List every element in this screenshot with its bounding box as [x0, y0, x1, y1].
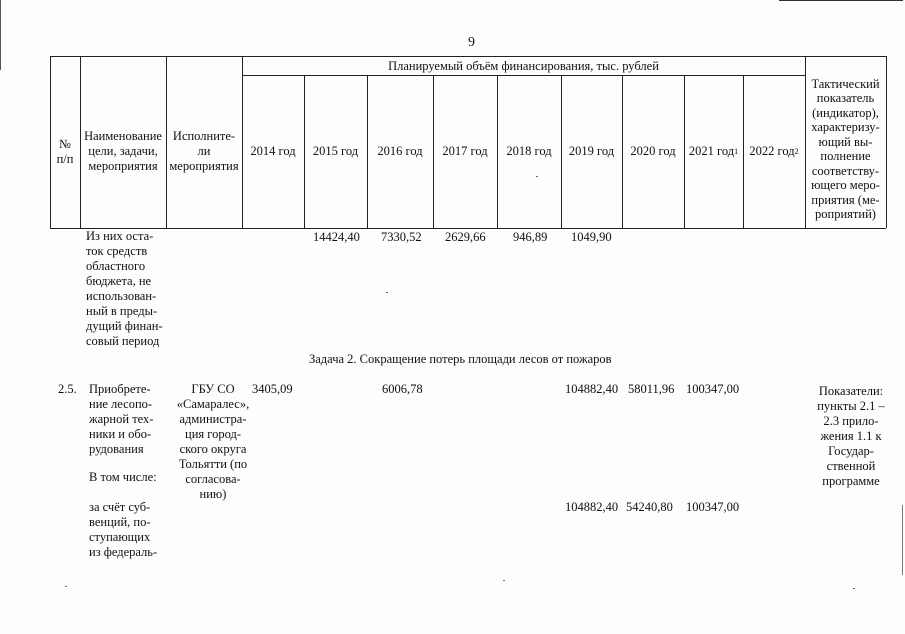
subsidy-2021: 54240,80: [626, 500, 673, 514]
header-executor-col: Исполните- ли мероприятия: [169, 129, 239, 173]
remainder-2019: 1049,90: [571, 230, 612, 244]
item-indicator: Показатели: пункты 2.1 – 2.3 прило- жения 1.1 к Государ- ственной программе: [817, 384, 885, 488]
item-2016: 6006,78: [382, 382, 423, 396]
scan-edge-left: [0, 0, 1, 70]
item-2014: 3405,09: [252, 382, 293, 396]
scan-edge-right: [902, 505, 903, 575]
item-executor: ГБУ СО «Самаралес», администра- ция город- ского округа Тольятти (по согласова- нию): [176, 382, 250, 501]
header-year-2020: 2020 год: [630, 144, 676, 158]
remainder-2018: 946,89: [513, 230, 548, 244]
subsidy-row-name: за счёт суб- венций, по- ступающих из федераль-: [89, 500, 158, 559]
header-year-2022: 2022 год 2: [749, 144, 799, 158]
subsidy-2020: 104882,40: [565, 500, 619, 514]
page-number: 9: [468, 35, 475, 50]
header-name-col: Наименование цели, задачи, мероприятия: [84, 129, 162, 173]
item-name: Приобрете- ние лесопо- жарной тех- ники и обо- рудования: [89, 382, 154, 456]
item-including-label: В том числе:: [89, 470, 157, 484]
scan-speck: [503, 580, 505, 581]
header-year-2017: 2017 год: [442, 144, 488, 158]
header-indicator-col: Тактический показатель (индикатор), характеризу- ющий вы- полнение соответству- ющего меро- приятия (ме- роприятий): [811, 76, 880, 221]
subsidy-2022: 100347,00: [686, 500, 740, 514]
top-rule: [779, 0, 903, 1]
header-funding-group: Планируемый объём финансирования, тыс. рублей: [388, 58, 659, 73]
remainder-2015: 14424,40: [313, 230, 360, 244]
scan-speck: [536, 176, 538, 177]
remainder-2016: 7330,52: [381, 230, 422, 244]
header-year-2019: 2019 год: [568, 144, 615, 158]
header-year-2016: 2016 год: [377, 144, 423, 158]
header-year-2015: 2015 год: [312, 144, 359, 158]
scan-speck: [65, 586, 67, 587]
header-year-2014: 2014 год: [250, 144, 296, 158]
item-number: 2.5.: [58, 382, 77, 396]
remainder-2017: 2629,66: [445, 230, 486, 244]
header-year-2018: 2018 год: [506, 144, 552, 158]
item-2020: 104882,40: [565, 382, 619, 396]
scan-speck: [853, 588, 855, 589]
header-number-col: № п/п: [56, 136, 74, 166]
header-year-2021: 2021 год 1: [688, 144, 739, 158]
task-heading: Задача 2. Сокращение потерь площади лесов от пожаров: [309, 352, 612, 366]
item-2021: 58011,96: [628, 382, 675, 396]
item-2022: 100347,00: [686, 382, 740, 396]
scan-speck: [386, 292, 388, 293]
remainder-row-name: Из них оста- ток средств областного бюджета, не использован- ный в преды- дущий финан- совый период: [86, 229, 163, 348]
